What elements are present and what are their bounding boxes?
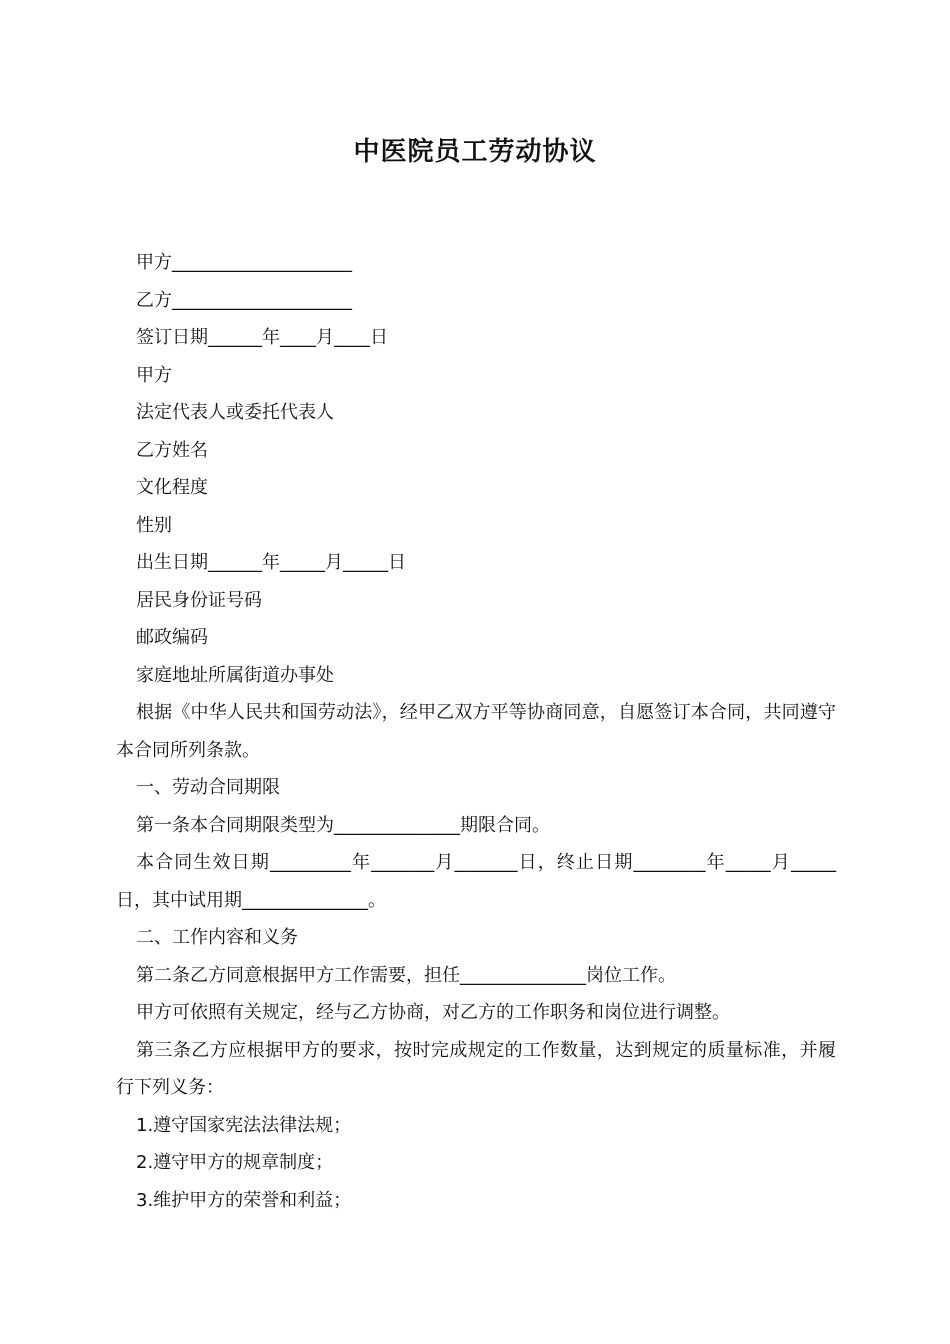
article-3-paragraph: 第三条乙方应根据甲方的要求，按时完成规定的工作数量，达到规定的质量标准，并履行下列义务： <box>116 1039 836 1098</box>
party-a-line: 甲方____________________ <box>136 252 352 273</box>
legal-representative-label: 法定代表人或委托代表人 <box>136 402 334 423</box>
id-number-label: 居民身份证号码 <box>136 589 262 611</box>
party-b-name-label: 乙方姓名 <box>136 439 208 461</box>
duty-item-3: 3.维护甲方的荣誉和利益； <box>136 1189 352 1211</box>
preamble-paragraph: 根据《中华人民共和国劳动法》，经甲乙双方平等协商同意，自愿签订本合同，共同遵守本合同所列条款。 <box>116 702 836 761</box>
postal-code-label: 邮政编码 <box>136 627 208 648</box>
duty-item-2: 2.遵守甲方的规章制度； <box>136 1152 334 1173</box>
signing-date-line: 签订日期______年____月____日 <box>136 327 388 348</box>
party-a-label: 甲方 <box>136 364 172 386</box>
article-1-paragraph: 第一条本合同期限类型为______________期限合同。 <box>136 814 550 836</box>
gender-label: 性别 <box>136 514 172 536</box>
document-title: 中医院员工劳动协议 <box>353 137 597 167</box>
party-b-line: 乙方____________________ <box>136 289 352 311</box>
document-body <box>116 244 836 1219</box>
adjustment-paragraph: 甲方可依照有关规定，经与乙方协商，对乙方的工作职务和岗位进行调整。 <box>136 1002 730 1023</box>
home-address-label: 家庭地址所属街道办事处 <box>136 664 334 686</box>
section-1-heading: 一、劳动合同期限 <box>136 777 280 798</box>
section-2-heading: 二、工作内容和义务 <box>136 927 298 948</box>
education-label: 文化程度 <box>136 477 208 498</box>
birth-date-line: 出生日期______年_____月_____日 <box>136 552 406 573</box>
article-2-paragraph: 第二条乙方同意根据甲方工作需要，担任______________岗位工作。 <box>136 964 676 986</box>
contract-dates-paragraph: 本合同生效日期_________年_______月_______日，终止日期________年_____月_____日，其中试用期______________。 <box>116 852 836 911</box>
duty-item-1: 1.遵守国家宪法法律法规； <box>136 1114 352 1136</box>
